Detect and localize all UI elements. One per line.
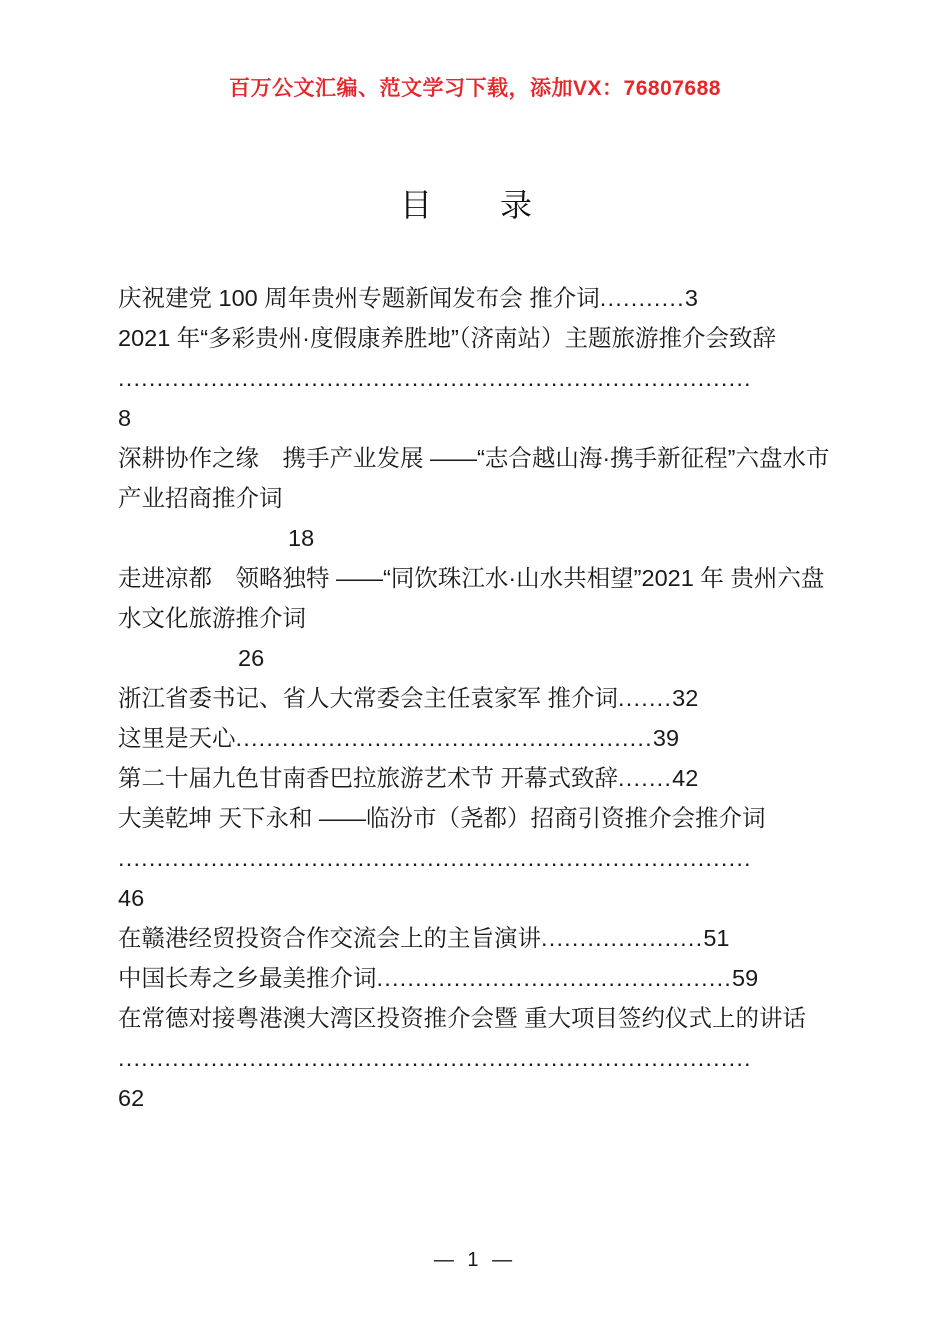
toc-page-number: 3 bbox=[684, 285, 698, 311]
toc-leader-dots: .................................................................................. bbox=[118, 1045, 752, 1071]
toc-entry[interactable] bbox=[118, 678, 832, 718]
toc-page-number: 42 bbox=[672, 765, 699, 791]
toc-leader-dots: .............................................. bbox=[376, 965, 733, 991]
toc-page-number: 51 bbox=[703, 925, 730, 951]
toc-entry-title: 浙江省委书记、省人大常委会主任袁家军 推介词 bbox=[118, 685, 619, 711]
toc-page-number: 59 bbox=[732, 965, 759, 991]
toc-page-number: 39 bbox=[652, 725, 680, 751]
toc-entry-title: 在赣港经贸投资合作交流会上的主旨演讲 bbox=[118, 925, 541, 951]
toc-entry-title: 走进凉都 领略独特 ——“同饮珠江水·山水共相望”2021 年 贵州六盘水文化旅游推介词 bbox=[118, 565, 825, 631]
toc-entry[interactable] bbox=[118, 798, 832, 918]
toc-entry-title: 深耕协作之缘 携手产业发展 ——“志合越山海·携手新征程”六盘水市 产业招商推介词 bbox=[118, 445, 830, 511]
toc-leader-dots: ....... bbox=[618, 685, 673, 711]
toc-entry[interactable] bbox=[118, 958, 832, 998]
toc-entry-title: 中国长寿之乡最美推介词 bbox=[118, 965, 377, 991]
watermark-text: 百万公文汇编、范文学习下载，添加VX：76807688 bbox=[229, 77, 721, 100]
toc-leader-dots: ........... bbox=[599, 285, 685, 311]
toc-entry-title: 2021 年“多彩贵州·度假康养胜地”（济南站）主题旅游推介会致辞 bbox=[118, 325, 777, 351]
toc-entry[interactable] bbox=[118, 918, 832, 958]
toc-entry-title: 这里是天心 bbox=[118, 725, 236, 751]
toc-leader-dots: ....... bbox=[618, 765, 673, 791]
toc-page-number: 26 bbox=[238, 645, 265, 671]
toc-page-number: 46 bbox=[118, 885, 145, 911]
toc-entry[interactable] bbox=[118, 718, 832, 758]
toc-entry-title: 在常德对接粤港澳大湾区投资推介会暨 重大项目签约仪式上的讲话 bbox=[118, 1005, 807, 1031]
page-number-footer: — 1 — bbox=[433, 1249, 517, 1271]
toc-entry[interactable] bbox=[118, 558, 832, 678]
toc-entry-title: 庆祝建党 100 周年贵州专题新闻发布会 推介词 bbox=[118, 285, 600, 311]
page-title: 目 录 bbox=[399, 187, 550, 223]
toc-entry[interactable] bbox=[118, 318, 832, 438]
toc-entry[interactable] bbox=[118, 758, 832, 798]
toc-entry-title: 第二十届九色甘南香巴拉旅游艺术节 开幕式致辞 bbox=[118, 765, 619, 791]
toc-page-number: 32 bbox=[672, 685, 699, 711]
toc-leader-dots: ..................... bbox=[541, 925, 704, 951]
toc-entry[interactable] bbox=[118, 998, 832, 1118]
table-of-contents bbox=[118, 278, 832, 1118]
toc-entry[interactable] bbox=[118, 438, 832, 558]
toc-entry[interactable] bbox=[118, 278, 832, 318]
toc-page-number: 18 bbox=[288, 525, 315, 551]
toc-leader-dots: .................................................................................. bbox=[118, 845, 752, 871]
toc-page-number: 62 bbox=[118, 1085, 145, 1111]
toc-page-number: 8 bbox=[118, 405, 132, 431]
toc-leader-dots: .................................................................................. bbox=[118, 365, 752, 391]
toc-leader-dots: ...................................................... bbox=[235, 725, 653, 751]
toc-entry-title: 大美乾坤 天下永和 ——临汾市（尧都）招商引资推介会推介词 bbox=[118, 805, 766, 831]
